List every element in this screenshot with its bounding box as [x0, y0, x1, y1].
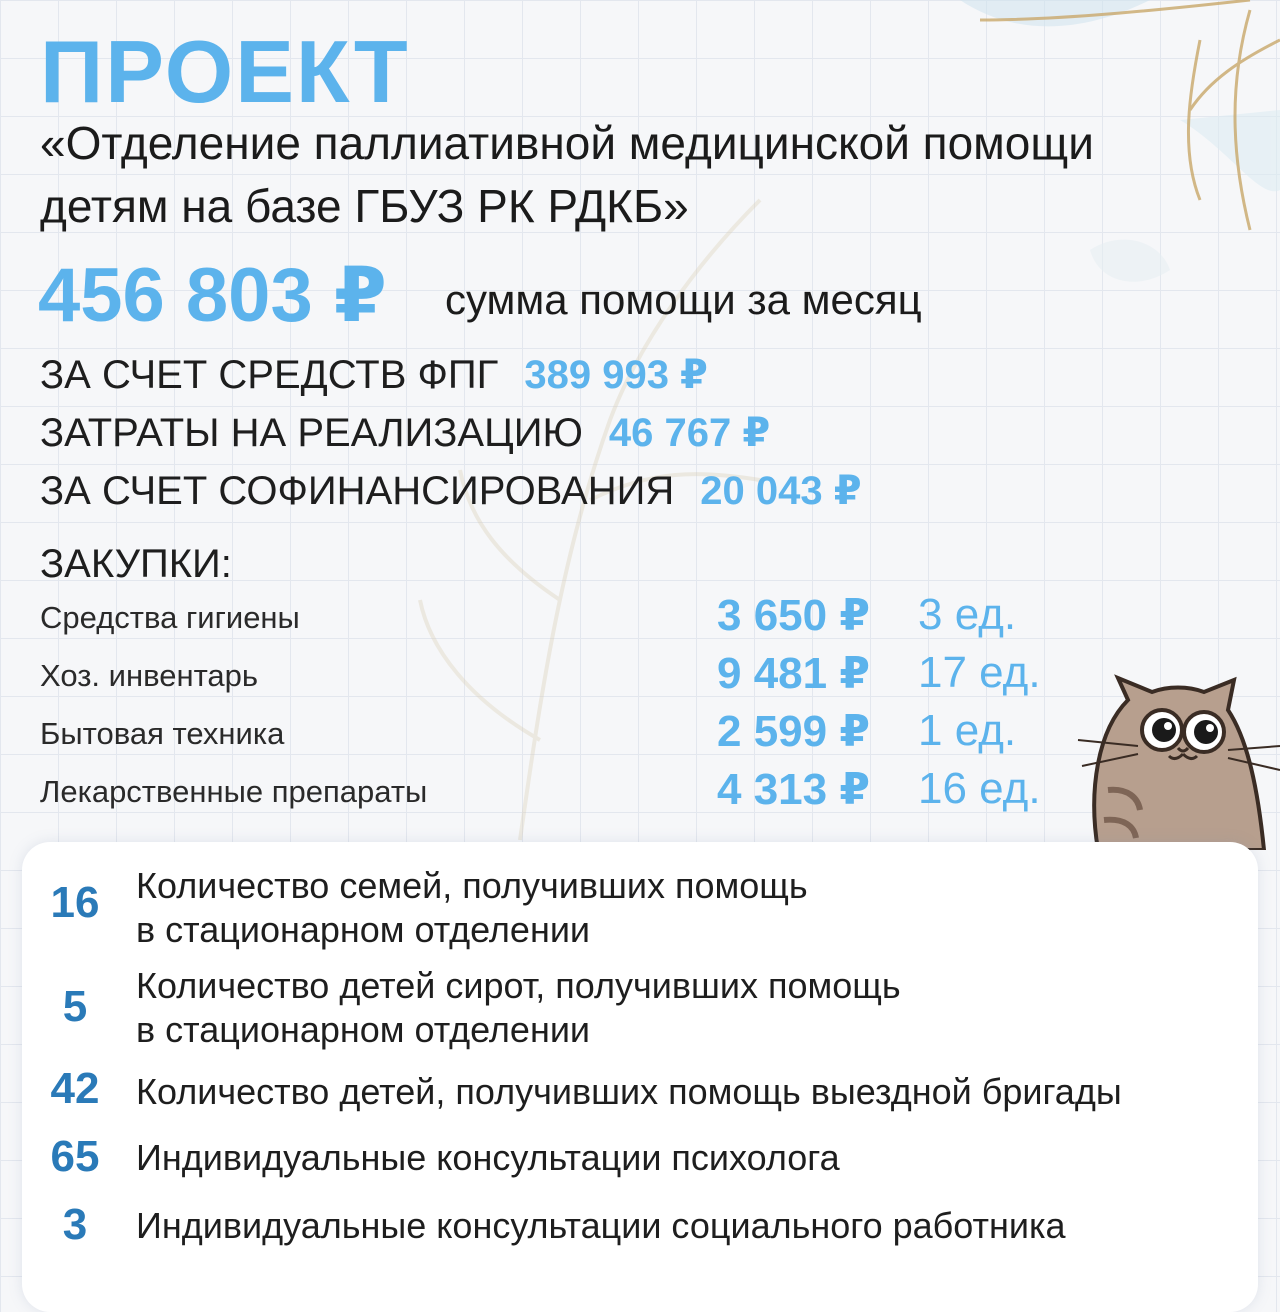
stat-label: Индивидуальные консультации социального работника — [136, 1205, 1066, 1246]
stat-number: 42 — [50, 1064, 100, 1113]
stat-number: 5 — [62, 982, 88, 1031]
stat-label: Индивидуальные консультации психолога — [136, 1137, 840, 1178]
stat-number: 65 — [50, 1132, 100, 1181]
purchase-name: Средства гигиены — [40, 600, 300, 635]
financing-value: 20 043 ₽ — [700, 469, 862, 513]
financing-label: ЗА СЧЕТ СРЕДСТВ ФПГ — [40, 353, 499, 397]
financing-value: 46 767 ₽ — [608, 411, 771, 455]
purchase-row — [40, 706, 1060, 756]
purchase-qty: 17 ед. — [918, 648, 1041, 697]
purchase-row — [40, 648, 1060, 698]
cat-mascot-icon — [1068, 670, 1280, 850]
project-name: «Отделение паллиативной медицинской помощи детям на базе ГБУЗ РК РДКБ» — [40, 117, 1094, 232]
purchase-name: Бытовая техника — [40, 716, 285, 751]
purchases-title: ЗАКУПКИ: — [40, 542, 232, 586]
purchase-name: Лекарственные препараты — [40, 774, 428, 809]
total-amount: 456 803 ₽ — [38, 253, 387, 338]
purchase-sum: 9 481 ₽ — [717, 649, 870, 698]
total-amount-label: сумма помощи за месяц — [445, 276, 922, 323]
financing-value: 389 993 ₽ — [524, 353, 708, 397]
financing-label: ЗАТРАТЫ НА РЕАЛИЗАЦИЮ — [40, 411, 583, 455]
stats-panel — [22, 842, 1258, 1312]
stat-label-line: в стационарном отделении — [136, 1009, 591, 1050]
stat-label-line: в стационарном отделении — [136, 909, 591, 950]
stat-label-line: Количество семей, получивших помощь — [136, 865, 808, 906]
purchase-row — [40, 590, 1060, 640]
stat-label: Количество детей, получивших помощь выездной бригады — [136, 1071, 1122, 1112]
page-title: ПРОЕКТ — [40, 22, 410, 121]
stat-number: 16 — [50, 878, 100, 927]
financing-label: ЗА СЧЕТ СОФИНАНСИРОВАНИЯ — [40, 469, 675, 513]
stat-label — [136, 864, 808, 952]
financing-row — [40, 410, 770, 456]
purchase-qty: 1 ед. — [918, 706, 1017, 755]
stat-number: 3 — [62, 1200, 88, 1249]
financing-row — [40, 352, 708, 398]
purchase-sum: 3 650 ₽ — [717, 591, 870, 640]
purchase-sum: 2 599 ₽ — [717, 707, 870, 756]
purchase-qty: 16 ед. — [918, 764, 1041, 813]
financing-row — [40, 468, 862, 514]
stat-label — [136, 964, 901, 1052]
purchase-qty: 3 ед. — [918, 590, 1017, 639]
purchase-row — [40, 764, 1060, 814]
purchase-name: Хоз. инвентарь — [40, 658, 259, 693]
stat-label-line: Количество детей сирот, получивших помощь — [136, 965, 901, 1006]
purchase-sum: 4 313 ₽ — [717, 765, 870, 814]
